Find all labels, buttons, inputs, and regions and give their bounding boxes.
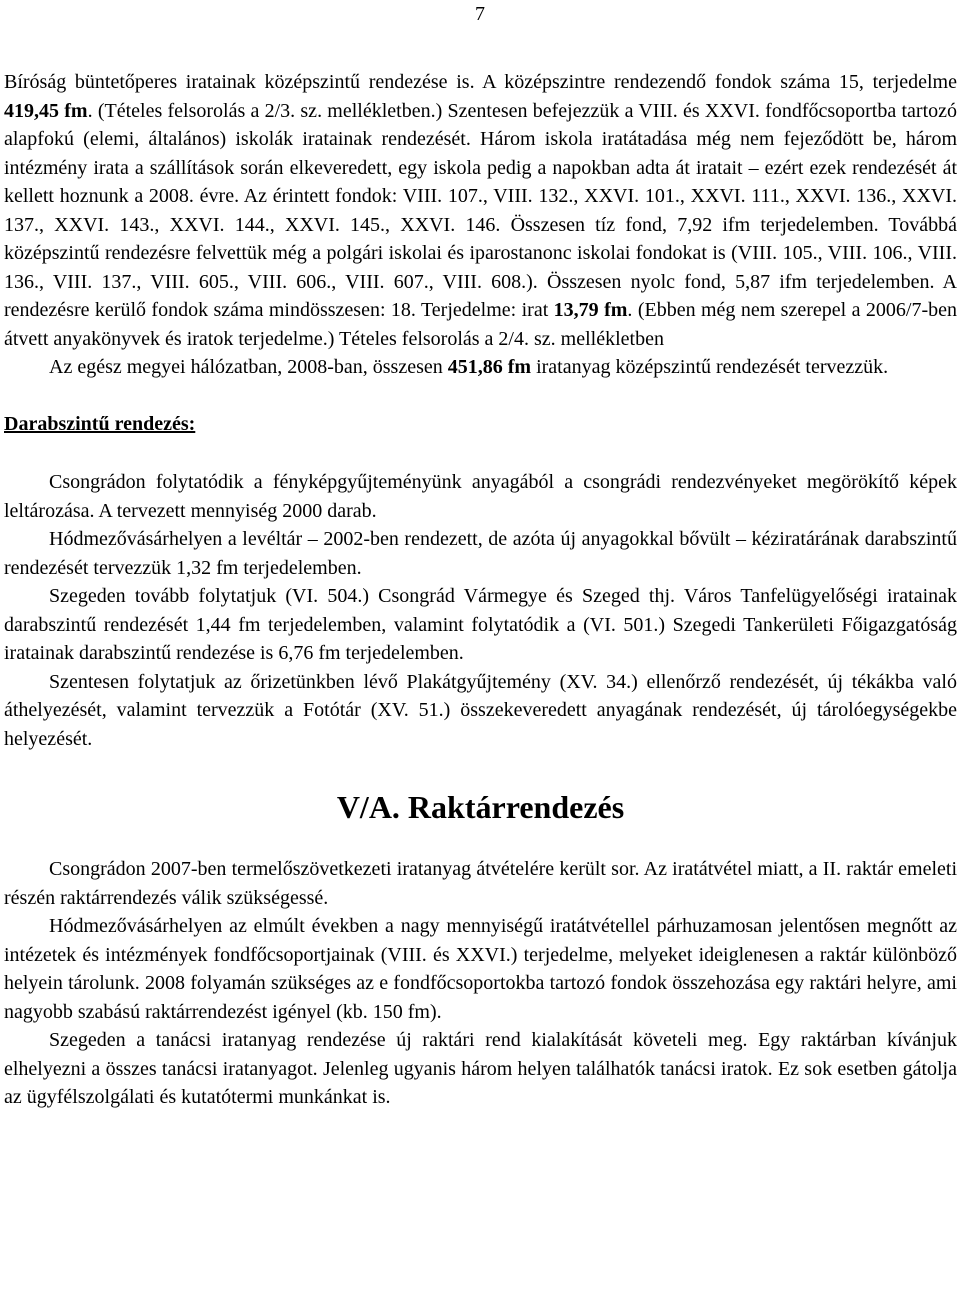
bold-total: 419,45 fm — [4, 99, 88, 122]
paragraph-raktar-hodmezovasarhely: Hódmezővásárhelyen az elmúlt években a nagy mennyiségű iratátvétellel párhuzamosan jelentősen megnőtt az intézetek és intézmények fondfőcsoportjainak (VIII. és XXVI.) terjedelme, melyeket ideiglenesen a raktár különböző helyein tárolunk. 2008 folyamán szükséges az e fondfőcsoportokba tartozó fondok összehozása egy raktári helyre, ami nagyobb szabású raktárrendezést igényel (kb. 150 fm). — [4, 915, 957, 1023]
paragraph-szentes: Szentesen folytatjuk az őrizetünkben lévő Plakátgyűjtemény (XV. 34.) ellenőrző rendezését, új tékákba való áthelyezését, valamint tervezzük a Fotótár (XV. 51.) összekeveredett anyagának rendezését, új tárolóegységekbe helyezését. — [4, 670, 957, 750]
heading-darabszintu-rendezes: Darabszintű rendezés: — [4, 412, 196, 435]
document-body — [4, 68, 957, 1112]
bold-total: 451,86 fm — [447, 356, 532, 378]
paragraph-szeged: Szegeden tovább folytatjuk (VI. 504.) Csongrád Vármegye és Szeged thj. Város Tanfelügyelőségi iratainak darabszintű rendezését 1,44 fm terjedelemben, valamint folytatódik a (VI. 501.) Szegedi Tankerületi Főigazgatóság iratainak darabszintű rendezése is 6,76 fm terjedelemben. — [4, 585, 957, 664]
paragraph-kozepszintu-rendezes — [4, 68, 957, 353]
page-number: 7 — [475, 3, 485, 25]
paragraph-csongrad: Csongrádon folytatódik a fényképgyűjteményünk anyagából a csongrádi rendezvényeket megörökítő képek leltározása. A tervezett mennyiség 2000 darab. — [4, 471, 957, 522]
text: . (Tételes felsorolás a 2/3. sz. mellékletben.) Szentesen befejezzük a VIII. és XXVI. fondfőcsoportba tartozó alapfokú (elemi, általános) iskolák iratainak rendezését. Három iskola iratátadása még nem fejeződött be, három intézmény irata a szállítások során elkeveredett, egy iskola pedig a napokban adta át iratait – ezért ezek rendezését át kellett hoznunk a 2008. évre. Az érintett fondok: VIII. 107., VIII. 132., XXVI. 101., XXVI. 111., XXVI. 136., XXVI. 137., XXVI. 143., XXVI. 144., XXVI. 145., XXVI. 146. Összesen tíz fond, 7,92 ifm terjedelemben. Továbbá középszintű rendezésre felvettük még a polgári iskolai és iparostanonc iskolai fondokat is (VIII. 105., VIII. 106., VIII. 136., VIII. 137., VIII. 605., VIII. 606., VIII. 607., VIII. 608.). Összesen nyolc fond, 5,87 ifm terjedelemben. A rendezésre kerülő fondok száma mindösszesen: 18. Terjedelme: irat — [4, 99, 958, 321]
text: iratanyag középszintű rendezését tervezzük. — [531, 356, 889, 378]
paragraph-raktar-csongrad: Csongrádon 2007-ben termelőszövetkezeti iratanyag átvételére került sor. Az iratátvétel miatt, a II. raktár emeleti részén raktárrendezés válik szükségessé. — [4, 858, 957, 909]
text: Bíróság büntetőperes iratainak középszintű rendezése is. A középszintre rendezendő fondok száma 15, terjedelme — [4, 71, 957, 93]
paragraph-hodmezovasarhely: Hódmezővásárhelyen a levéltár – 2002-ben rendezett, de azóta új anyagokkal bővült – kéziratárának darabszintű rendezését tervezzük 1,32 fm terjedelemben. — [4, 528, 957, 579]
section-title-raktarrendezes: V/A. Raktárrendezés — [336, 789, 625, 825]
text: . (Ebben még nem szerepel a 2006/7-ben átvett anyakönyvek és iratok terjedelme.) Tételes felsorolás a 2/4. sz. mellékletben — [4, 299, 957, 350]
bold-total: 13,79 fm — [553, 299, 628, 321]
paragraph-megyei-osszesen — [4, 353, 957, 382]
paragraph-raktar-szeged: Szegeden a tanácsi iratanyag rendezése új raktári rend kialakítását követeli meg. Egy raktárban kívánjuk elhelyezni a összes tanácsi iratanyagot. Jelenleg ugyanis három helyen találhatók tanácsi iratok. Ez sok esetben gátolja az ügyfélszolgálati és kutatótermi munkánkat is. — [4, 1029, 957, 1108]
text: Az egész megyei hálózatban, 2008-ban, összesen — [49, 356, 448, 378]
